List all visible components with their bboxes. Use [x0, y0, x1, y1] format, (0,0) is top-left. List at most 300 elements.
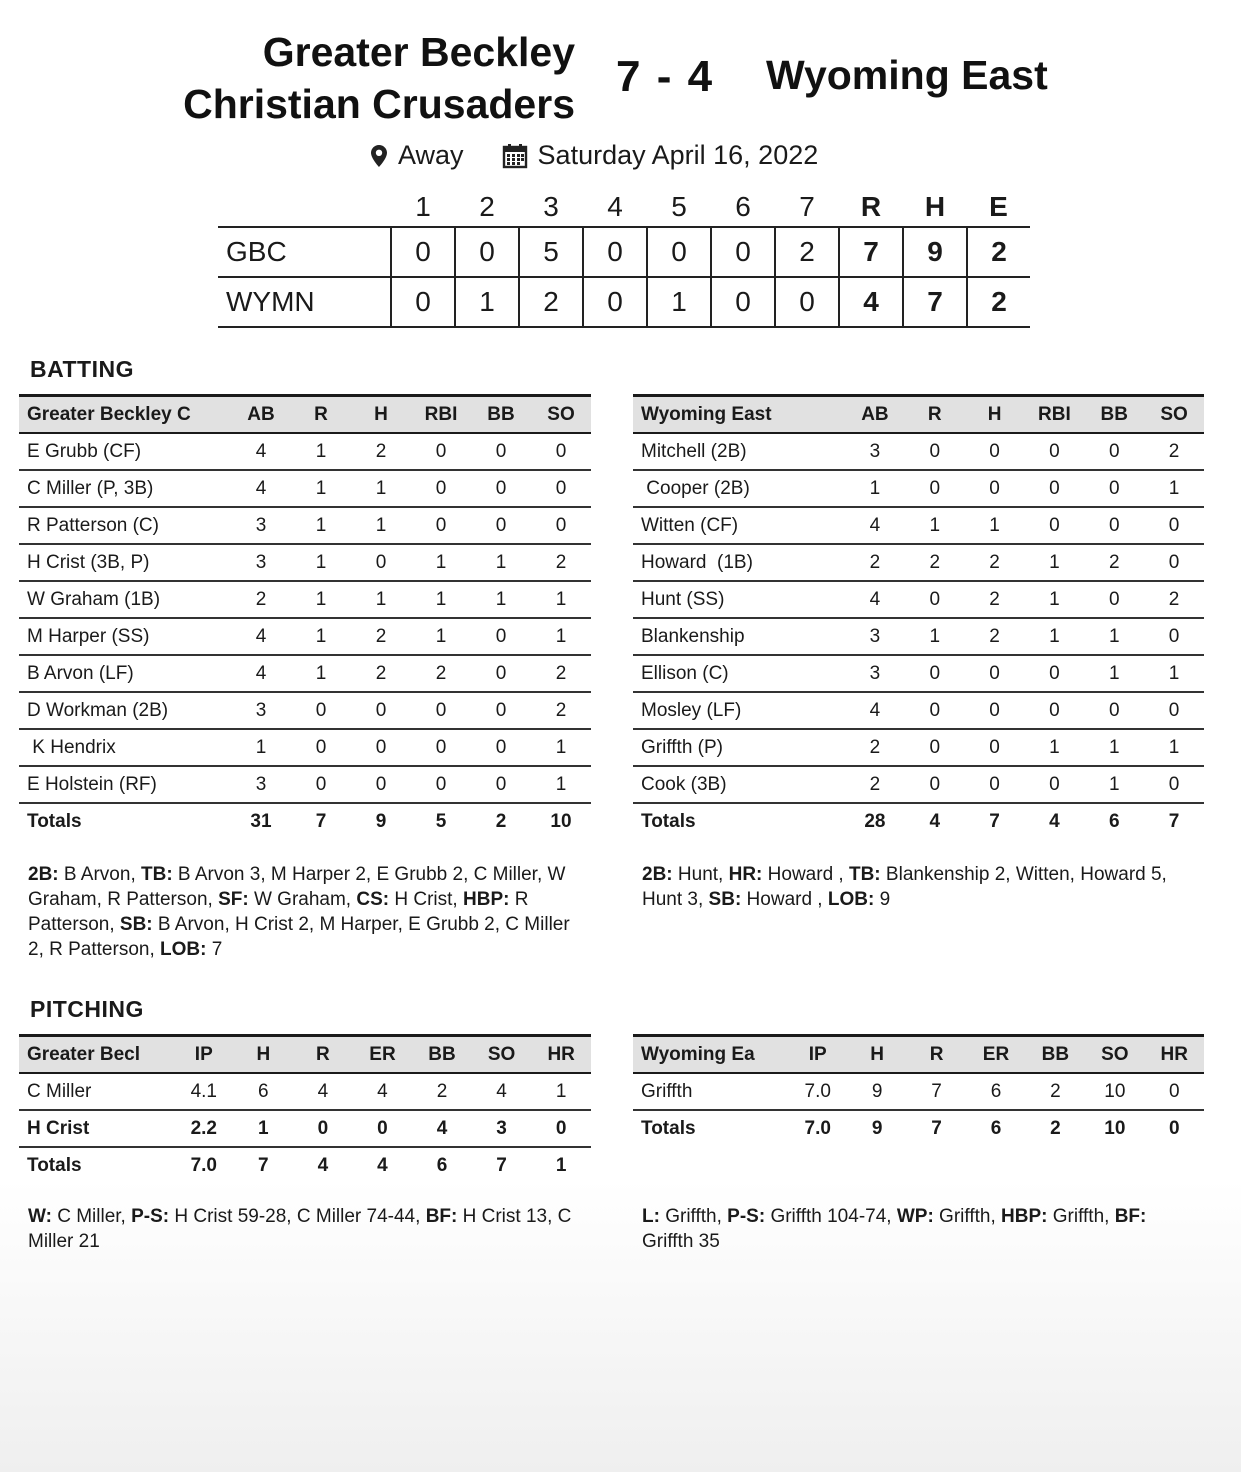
line-score-team: GBC	[218, 227, 391, 277]
player-row	[19, 729, 591, 766]
totals-cell: 7.0	[804, 1117, 831, 1139]
note-text: W Graham,	[248, 889, 357, 910]
away-batting-table	[633, 394, 1204, 839]
stat-cell: 0	[471, 433, 531, 470]
player-name: Witten (CF)	[633, 507, 845, 544]
stat-cell: 0	[905, 433, 965, 470]
totals-cell: 6	[990, 1117, 1002, 1139]
stat-cell: 1	[1084, 655, 1144, 692]
note-label: SF:	[218, 889, 249, 910]
rhe-value: 2	[967, 227, 1030, 277]
stat-cell: 0	[471, 729, 531, 766]
stat-cell: 0	[1145, 1073, 1204, 1110]
stat-cell: 2	[845, 729, 905, 766]
stat-cell: 1	[351, 581, 411, 618]
totals-cell: 9	[375, 810, 387, 832]
player-name: H Crist (3B, P)	[19, 544, 231, 581]
note-text: H Crist 59-28, C Miller 74-44,	[169, 1206, 426, 1227]
stat-cell: 4	[293, 1073, 353, 1110]
stat-cell: 2	[531, 544, 591, 581]
player-name: W Graham (1B)	[19, 581, 231, 618]
stat-cell: 0	[411, 507, 471, 544]
note-label: SB:	[119, 914, 153, 935]
pitching-section-title: PITCHING	[30, 996, 144, 1022]
stat-cell: 6	[234, 1073, 294, 1110]
note-text: Griffth 35	[642, 1231, 720, 1252]
stat-cell: 2	[412, 1073, 472, 1110]
player-row	[19, 544, 591, 581]
stat-column-header: R	[291, 396, 351, 434]
player-row	[633, 766, 1204, 803]
player-name: Howard (1B)	[633, 544, 845, 581]
stat-cell: 0	[411, 692, 471, 729]
stat-column-header: H	[965, 396, 1025, 434]
home-team-line1: Greater Beckley	[262, 29, 575, 75]
rhe-header: H	[924, 191, 946, 222]
note-text: Griffth 104-74,	[765, 1206, 897, 1227]
home-pitching-table	[19, 1034, 591, 1183]
stat-cell: 0	[291, 729, 351, 766]
player-name: D Workman (2B)	[19, 692, 231, 729]
player-row	[19, 655, 591, 692]
player-name: Mosley (LF)	[633, 692, 845, 729]
stat-cell: 1	[291, 544, 351, 581]
stat-cell: 0	[531, 507, 591, 544]
inning-header: 7	[799, 191, 815, 222]
note-label: W:	[28, 1206, 52, 1227]
stat-column-header: SO	[472, 1036, 532, 1074]
stat-cell: 1	[234, 1110, 294, 1147]
totals-cell: 7	[989, 810, 1000, 832]
rhe-value: 2	[967, 277, 1030, 327]
stat-cell: 0	[905, 470, 965, 507]
stat-column-header: SO	[531, 396, 591, 434]
stat-cell: 7.0	[788, 1073, 847, 1110]
stat-column-header: ER	[353, 1036, 413, 1074]
stat-cell: 0	[1084, 433, 1144, 470]
player-name: E Grubb (CF)	[19, 433, 231, 470]
note-text: Griffth,	[659, 1206, 728, 1227]
stat-cell: 1	[1024, 581, 1084, 618]
stat-cell: 2	[351, 655, 411, 692]
stat-cell: 0	[1144, 544, 1204, 581]
stat-cell: 6	[966, 1073, 1025, 1110]
stat-column-header: H	[351, 396, 411, 434]
stat-cell: 0	[353, 1110, 413, 1147]
stat-cell: 0	[471, 470, 531, 507]
stat-cell: 0	[291, 692, 351, 729]
team-column-header: Wyoming Ea	[633, 1036, 788, 1074]
inning-runs: 0	[583, 227, 647, 277]
stat-column-header: SO	[1085, 1036, 1144, 1074]
note-label: CS:	[356, 889, 390, 910]
stat-cell: 1	[845, 470, 905, 507]
rhe-value: 7	[903, 277, 967, 327]
stat-cell: 1	[965, 507, 1025, 544]
stat-cell: 0	[1024, 507, 1084, 544]
stat-cell: 1	[1144, 729, 1204, 766]
stat-column-header: H	[234, 1036, 294, 1074]
totals-cell: 4	[377, 1154, 388, 1176]
totals-cell: 31	[250, 810, 272, 832]
totals-row	[19, 1147, 591, 1183]
stat-cell: 2	[531, 655, 591, 692]
inning-runs: 1	[647, 277, 711, 327]
stat-column-header: BB	[1084, 396, 1144, 434]
inning-runs: 1	[455, 277, 519, 327]
stat-cell: 3	[231, 544, 291, 581]
stat-cell: 0	[965, 729, 1025, 766]
stat-cell: 0	[471, 618, 531, 655]
totals-cell: 0	[1168, 1117, 1180, 1139]
stat-cell: 2	[351, 433, 411, 470]
player-row	[19, 581, 591, 618]
inning-runs: 0	[583, 277, 647, 327]
inning-runs: 2	[775, 227, 839, 277]
stat-cell: 0	[291, 766, 351, 803]
stat-cell: 2	[965, 618, 1025, 655]
stat-cell: 3	[231, 692, 291, 729]
totals-label: Totals	[27, 1154, 82, 1176]
player-row	[19, 507, 591, 544]
stat-cell: 2	[965, 544, 1025, 581]
stat-cell: 0	[531, 470, 591, 507]
totals-cell: 7	[496, 1154, 507, 1176]
inning-runs: 0	[647, 227, 711, 277]
stat-cell: 2	[845, 766, 905, 803]
line-score-header	[218, 188, 1030, 227]
stat-cell: 4	[472, 1073, 532, 1110]
stat-column-header: ER	[966, 1036, 1025, 1074]
stat-cell: 0	[411, 470, 471, 507]
stat-column-header: RBI	[411, 396, 471, 434]
stat-cell: 0	[471, 507, 531, 544]
stat-column-header: BB	[412, 1036, 472, 1074]
stat-cell: 4	[231, 655, 291, 692]
stat-cell: 3	[472, 1110, 532, 1147]
inning-runs: 0	[455, 227, 519, 277]
stat-cell: 0	[351, 729, 411, 766]
player-name: C Miller (P, 3B)	[19, 470, 231, 507]
stat-cell: 2	[351, 618, 411, 655]
stat-column-header: BB	[1026, 1036, 1085, 1074]
totals-row	[633, 1110, 1204, 1146]
stat-cell: 1	[291, 470, 351, 507]
stat-header-row	[633, 1036, 1204, 1074]
totals-cell: 5	[435, 810, 447, 832]
line-score-row	[218, 277, 1030, 327]
team-column-header: Greater Becl	[19, 1036, 174, 1074]
player-row	[633, 544, 1204, 581]
inning-header: 4	[607, 191, 623, 222]
totals-row	[19, 803, 591, 839]
stat-cell: 1	[411, 544, 471, 581]
stat-cell: 2	[231, 581, 291, 618]
player-row	[19, 1110, 591, 1147]
stat-cell: 9	[847, 1073, 906, 1110]
stat-header-row	[19, 1036, 591, 1074]
stat-cell: 1	[905, 618, 965, 655]
note-label: P-S:	[727, 1206, 766, 1227]
stat-column-header: AB	[845, 396, 905, 434]
stat-cell: 1	[531, 766, 591, 803]
note-label: 2B:	[642, 864, 673, 885]
stat-cell: 3	[231, 507, 291, 544]
game-meta	[370, 140, 818, 171]
stat-column-header: RBI	[1024, 396, 1084, 434]
inning-header: 6	[735, 191, 751, 222]
note-text: Howard ,	[762, 864, 849, 885]
inning-header: 1	[415, 191, 431, 222]
player-row	[19, 1073, 591, 1110]
away-team-name: Wyoming East	[766, 52, 1048, 98]
note-label: LOB:	[827, 889, 875, 910]
stat-cell: 0	[1024, 470, 1084, 507]
inning-header: 2	[479, 191, 495, 222]
player-row	[633, 618, 1204, 655]
away-batting-notes	[642, 862, 1187, 912]
stat-cell: 0	[965, 470, 1025, 507]
totals-label: Totals	[641, 1117, 696, 1139]
note-label: BF:	[425, 1206, 458, 1227]
stat-cell: 1	[531, 1073, 591, 1110]
stat-column-header: R	[905, 396, 965, 434]
stat-cell: 1	[531, 618, 591, 655]
team-column-header: Greater Beckley C	[19, 396, 231, 434]
totals-label: Totals	[27, 810, 82, 832]
stat-cell: 1	[351, 470, 411, 507]
stat-cell: 0	[411, 729, 471, 766]
away-pitching-table	[633, 1034, 1204, 1146]
note-text: C Miller,	[51, 1206, 132, 1227]
stat-column-header: AB	[231, 396, 291, 434]
player-name: R Patterson (C)	[19, 507, 231, 544]
stat-cell: 3	[845, 655, 905, 692]
stat-cell: 2	[1026, 1073, 1085, 1110]
player-row	[633, 470, 1204, 507]
totals-cell: 4	[929, 810, 941, 832]
stat-cell: 0	[905, 655, 965, 692]
stat-cell: 2	[1144, 581, 1204, 618]
calendar-icon	[502, 143, 528, 169]
stat-cell: 0	[1024, 433, 1084, 470]
home-pitching-notes	[28, 1204, 593, 1254]
stat-cell: 0	[905, 729, 965, 766]
player-row	[633, 581, 1204, 618]
note-text: B Arvon 3, M Harper 2, E Grubb 2, C Miller, W Graham, R Patterson,	[28, 864, 566, 910]
player-name: Cooper (2B)	[633, 470, 845, 507]
stat-column-header: R	[907, 1036, 966, 1074]
note-text: R Patterson,	[28, 889, 529, 935]
stat-column-header: BB	[471, 396, 531, 434]
stat-cell: 0	[351, 766, 411, 803]
stat-cell: 0	[411, 766, 471, 803]
note-text: Griffth,	[1047, 1206, 1115, 1227]
note-label: SB:	[708, 889, 742, 910]
stat-cell: 0	[965, 433, 1025, 470]
stat-cell: 2	[905, 544, 965, 581]
stat-cell: 0	[1024, 692, 1084, 729]
stat-cell: 1	[291, 618, 351, 655]
stat-header-row	[633, 396, 1204, 434]
totals-label: Totals	[641, 810, 696, 832]
note-label: TB:	[848, 864, 881, 885]
stat-cell: 1	[1084, 729, 1144, 766]
stat-cell: 3	[845, 433, 905, 470]
stat-cell: 0	[293, 1110, 353, 1147]
home-team-name	[100, 26, 575, 130]
player-name: Blankenship	[633, 618, 845, 655]
stat-cell: 0	[411, 433, 471, 470]
stat-cell: 1	[471, 544, 531, 581]
home-batting-notes	[28, 862, 588, 962]
totals-cell: 7	[315, 810, 327, 832]
totals-row	[633, 803, 1204, 839]
stat-cell: 10	[1085, 1073, 1144, 1110]
stat-cell: 2.2	[174, 1110, 234, 1147]
player-row	[19, 470, 591, 507]
line-score-table	[218, 188, 1030, 328]
stat-cell: 2	[411, 655, 471, 692]
rhe-value: 9	[903, 227, 967, 277]
note-text: Griffth,	[933, 1206, 1002, 1227]
stat-cell: 4	[231, 470, 291, 507]
stat-column-header: R	[293, 1036, 353, 1074]
stat-cell: 3	[845, 618, 905, 655]
note-label: LOB:	[160, 939, 207, 960]
note-label: HBP:	[1001, 1206, 1048, 1227]
note-label: L:	[642, 1206, 660, 1227]
stat-cell: 0	[1084, 507, 1144, 544]
player-name: Cook (3B)	[633, 766, 845, 803]
stat-cell: 1	[411, 618, 471, 655]
stat-cell: 0	[471, 692, 531, 729]
player-name: Mitchell (2B)	[633, 433, 845, 470]
stat-cell: 4	[845, 581, 905, 618]
totals-cell: 7.0	[190, 1154, 217, 1176]
totals-cell: 2	[1050, 1117, 1061, 1139]
stat-column-header: IP	[174, 1036, 234, 1074]
totals-cell: 4	[1049, 810, 1060, 832]
stat-cell: 1	[905, 507, 965, 544]
player-row	[19, 692, 591, 729]
stat-cell: 0	[905, 766, 965, 803]
stat-cell: 1	[291, 433, 351, 470]
inning-runs: 0	[775, 277, 839, 327]
player-name: E Holstein (RF)	[19, 766, 231, 803]
stat-cell: 0	[1084, 581, 1144, 618]
note-label: WP:	[896, 1206, 934, 1227]
stat-column-header: H	[847, 1036, 906, 1074]
stat-cell: 1	[231, 729, 291, 766]
player-row	[633, 1073, 1204, 1110]
away-pitching-notes	[642, 1204, 1187, 1254]
stat-cell: 4	[231, 618, 291, 655]
totals-cell: 6	[1108, 810, 1120, 832]
player-row	[633, 692, 1204, 729]
player-row	[633, 655, 1204, 692]
note-text: 7	[206, 939, 223, 960]
stat-cell: 0	[1024, 655, 1084, 692]
stat-cell: 7	[907, 1073, 966, 1110]
stat-cell: 2	[965, 581, 1025, 618]
note-text: H Crist,	[389, 889, 463, 910]
totals-cell: 7	[1168, 810, 1180, 832]
stat-cell: 1	[1084, 766, 1144, 803]
player-name: Ellison (C)	[633, 655, 845, 692]
rhe-value: 4	[839, 277, 903, 327]
player-name: M Harper (SS)	[19, 618, 231, 655]
home-batting-table	[19, 394, 591, 839]
inning-runs: 2	[519, 277, 583, 327]
stat-cell: 0	[351, 692, 411, 729]
note-text: 9	[874, 889, 891, 910]
stat-cell: 2	[1144, 433, 1204, 470]
stat-cell: 1	[291, 581, 351, 618]
stat-cell: 4	[412, 1110, 472, 1147]
stat-header-row	[19, 396, 591, 434]
note-text: Hunt,	[672, 864, 729, 885]
totals-cell: 7	[931, 1117, 942, 1139]
stat-cell: 1	[1024, 544, 1084, 581]
stat-column-header: IP	[788, 1036, 847, 1074]
stat-cell: 0	[1024, 766, 1084, 803]
stat-cell: 0	[1144, 507, 1204, 544]
line-score-team-header	[218, 188, 391, 227]
stat-cell: 4	[353, 1073, 413, 1110]
player-row	[633, 729, 1204, 766]
stat-cell: 1	[291, 655, 351, 692]
stat-column-header: HR	[531, 1036, 591, 1074]
note-label: TB:	[141, 864, 173, 885]
inning-runs: 0	[391, 227, 455, 277]
stat-cell: 0	[905, 692, 965, 729]
player-row	[19, 618, 591, 655]
note-label: BF:	[1114, 1206, 1147, 1227]
stat-cell: 3	[231, 766, 291, 803]
line-score-row	[218, 227, 1030, 277]
stat-cell: 0	[471, 766, 531, 803]
totals-cell: 7	[258, 1154, 269, 1176]
totals-cell: 2	[495, 810, 507, 832]
batting-section-title: BATTING	[30, 356, 135, 382]
stat-cell: 1	[1024, 729, 1084, 766]
note-text: B Arvon, H Crist 2, M Harper, E Grubb 2, C Miller 2, R Patterson,	[28, 914, 570, 960]
map-pin-icon	[370, 144, 388, 168]
player-name: Hunt (SS)	[633, 581, 845, 618]
stat-cell: 1	[531, 729, 591, 766]
stat-cell: 2	[845, 544, 905, 581]
inning-runs: 0	[711, 277, 775, 327]
inning-header: 5	[671, 191, 687, 222]
stat-cell: 0	[1084, 692, 1144, 729]
note-label: P-S:	[131, 1206, 170, 1227]
stat-cell: 1	[471, 581, 531, 618]
stat-cell: 0	[1144, 766, 1204, 803]
player-row	[633, 507, 1204, 544]
game-location: Away	[398, 140, 464, 170]
stat-cell: 4.1	[174, 1073, 234, 1110]
stat-cell: 2	[1084, 544, 1144, 581]
inning-header: 3	[543, 191, 559, 222]
stat-cell: 1	[1024, 618, 1084, 655]
stat-cell: 0	[965, 766, 1025, 803]
stat-cell: 0	[531, 1110, 591, 1147]
team-column-header: Wyoming East	[633, 396, 845, 434]
note-label: HR:	[728, 864, 763, 885]
stat-cell: 4	[845, 507, 905, 544]
totals-cell: 10	[550, 810, 572, 832]
